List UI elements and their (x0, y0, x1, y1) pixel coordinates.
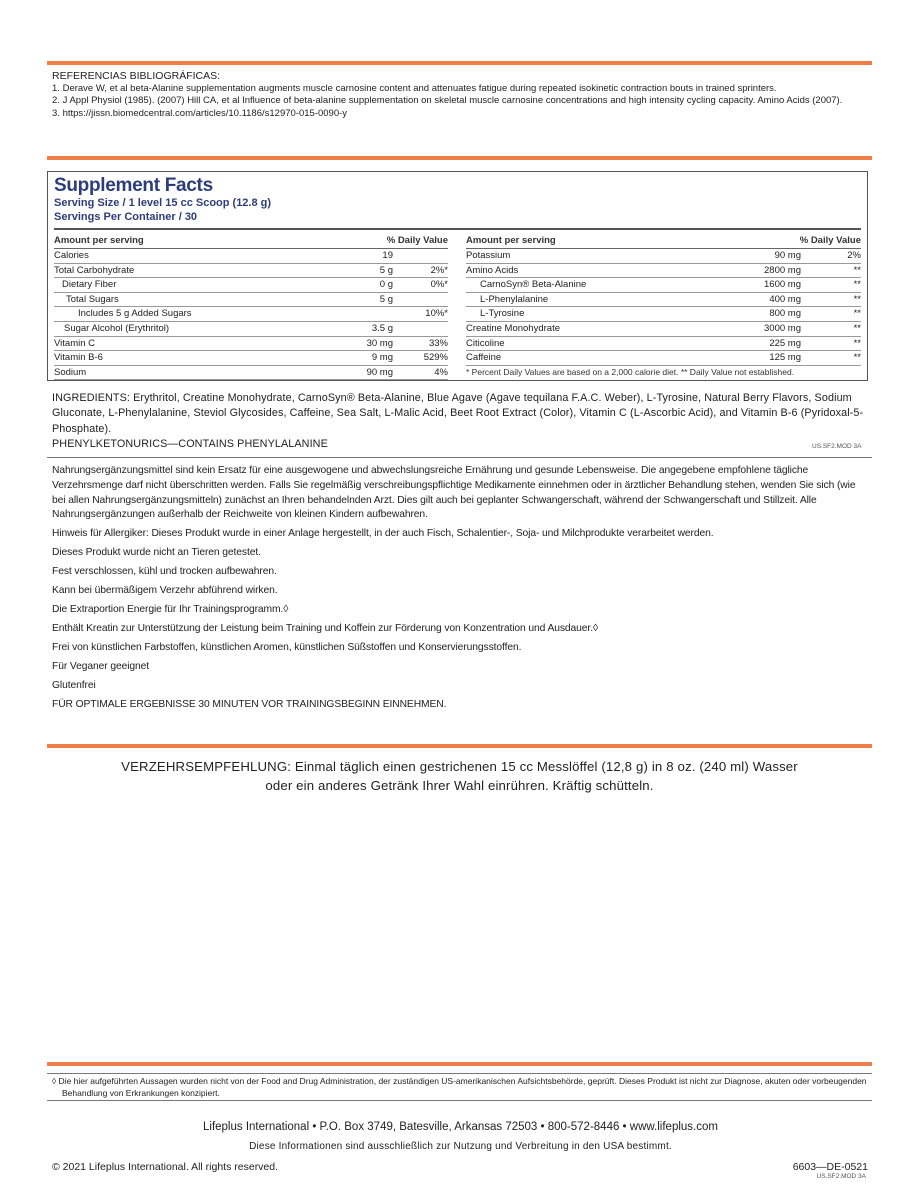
disclaimer-bottom-line (47, 1100, 872, 1101)
german-note: Enthält Kreatin zur Unterstützung der Leistung beim Training und Koffein zur Förderung von Konzentration und Ausdauer.◊ (52, 623, 598, 635)
facts-right-header (466, 235, 861, 249)
nutrient-daily-value: ** (853, 264, 861, 276)
facts-row (466, 249, 861, 264)
german-note: Die Extraportion Energie für Ihr Trainingsprogramm.◊ (52, 604, 289, 616)
serving-size: Serving Size / 1 level 15 cc Scoop (12.8 g) (54, 197, 272, 209)
supplement-facts-title: Supplement Facts (54, 175, 213, 196)
nutrient-amount: 800 mg (769, 308, 801, 320)
nutrient-daily-value: 2%* (430, 264, 448, 276)
nutrient-amount: 5 g (379, 293, 393, 305)
company-address: Lifeplus International • P.O. Box 3749, Batesville, Arkansas 72503 • 800-572-8446 • www.lifeplus.com (203, 1121, 718, 1133)
ingredients-text: INGREDIENTS: Erythritol, Creatine Monohydrate, CarnoSyn® Beta-Alanine, Blue Agave (Agave tequilana F.A.C. Weber), L-Tyrosine, Natural Berry Flavors, Sodium Gluconate, L-Phenylalanine, Steviol Glycosides, Caffeine, Sea Salt, L-Malic Acid, Beet Root Extract (Color), Vitamin C (L-Ascorbic Acid), and Vitamin B-6 (Pyridoxal-5-Phosphate). (52, 392, 864, 435)
divider-line (47, 457, 872, 458)
nutrient-daily-value: 2% (847, 250, 861, 261)
nutrient-daily-value: ** (853, 279, 861, 291)
nutrient-amount: 125 mg (769, 352, 801, 364)
german-note: Kann bei übermäßigem Verzehr abführend wirken. (52, 585, 278, 597)
facts-row (54, 322, 448, 337)
nutrient-name: Sugar Alcohol (Erythritol) (64, 322, 170, 334)
nutrient-name: Calories (54, 250, 89, 261)
bottom-orange-rule (47, 1062, 872, 1066)
references-section (52, 70, 867, 120)
verzehrsempfehlung (52, 758, 867, 795)
german-note: Frei von künstlichen Farbstoffen, künstlichen Aromen, künstlichen Süßstoffen und Konservierungsstoffen. (52, 642, 522, 654)
facts-row (54, 307, 448, 322)
facts-right-rows (466, 249, 861, 366)
nutrient-amount: 19 (382, 250, 393, 261)
nutrient-amount: 225 mg (769, 337, 801, 349)
nutrient-daily-value: 10%* (425, 308, 448, 320)
supplement-facts-panel (47, 171, 868, 381)
reference-item-3 (52, 108, 867, 121)
nutrient-daily-value: 33% (428, 337, 448, 349)
facts-row (54, 249, 448, 264)
nutrient-daily-value: ** (853, 293, 861, 305)
top-orange-rule (47, 61, 872, 65)
nutrient-daily-value: ** (853, 352, 861, 364)
german-note: Nahrungsergänzungsmittel sind kein Ersatz für eine ausgewogene und abwechslungsreiche Ernährung und gesunde Lebensweise. Die angegebene empfohlene tägliche Verzehrsmenge darf nicht überschritten werden. Falls Sie regelmäßig verschreibungspflichtige Medikamente einnehmen oder in ärztlicher Behandlung stehen, wenden Sie sich (wie bei allen Nahrungsergänzungsmitteln) zunächst an Ihren behandelnden Arzt. Dies gilt auch bei geplanter Schwangerschaft, während der Schwangerschaft und Stillzeit. Alle Nahrungsergänzungen außerhalb der Reichweite von kleinen Kindern aufbewahren. (52, 465, 856, 521)
nutrient-name: CarnoSyn® Beta-Alanine (480, 279, 587, 291)
daily-value-footnote (466, 366, 861, 380)
daily-value-header: % Daily Value (386, 235, 448, 246)
facts-left-column (54, 235, 448, 380)
nutrient-amount: 90 mg (774, 250, 801, 261)
nutrient-daily-value: ** (853, 322, 861, 334)
nutrient-amount: 1600 mg (764, 279, 801, 291)
facts-row (466, 351, 861, 366)
nutrient-name: Total Carbohydrate (54, 264, 135, 276)
serving-info (54, 197, 271, 224)
facts-row (466, 278, 861, 293)
german-note: Glutenfrei (52, 680, 96, 692)
german-notes (52, 464, 867, 717)
german-note: Für Veganer geeignet (52, 661, 150, 673)
facts-row (466, 307, 861, 322)
nutrient-name: L-Phenylalanine (480, 293, 549, 305)
nutrient-name: Vitamin C (54, 337, 96, 349)
nutrient-amount: 2800 mg (764, 264, 801, 276)
facts-row (466, 264, 861, 279)
nutrient-amount: 9 mg (371, 352, 393, 364)
facts-row (54, 366, 448, 381)
nutrient-name: Potassium (466, 250, 511, 261)
servings-per-container: Servings Per Container / 30 (54, 210, 198, 223)
copyright: © 2021 Lifeplus International. All rights reserved. (52, 1161, 279, 1173)
nutrient-name: Vitamin B-6 (54, 352, 103, 364)
phenylketonurics-warning: PHENYLKETONURICS—CONTAINS PHENYLALANINE (52, 437, 328, 450)
facts-left-rows (54, 249, 448, 380)
nutrient-amount: 30 mg (366, 337, 393, 349)
reference-item-1 (52, 83, 867, 96)
usage-notice: Diese Informationen sind ausschließlich zur Nutzung und Verbreitung in den USA bestimmt. (249, 1141, 672, 1152)
nutrient-daily-value: 0%* (430, 279, 448, 291)
nutrient-name: Sodium (54, 366, 87, 378)
nutrient-amount: 90 mg (366, 366, 393, 378)
amount-per-serving-header: Amount per serving (54, 235, 144, 246)
amount-per-serving-header: Amount per serving (466, 235, 556, 246)
german-note: Dieses Produkt wurde nicht an Tieren getestet. (52, 547, 261, 559)
nutrient-name: Citicoline (466, 337, 505, 349)
facts-right-column (466, 235, 861, 379)
reference-number: 3. (52, 107, 60, 119)
nutrient-daily-value: 4% (434, 366, 448, 378)
ingredients-code: US.SF2.MOD 3A (812, 443, 862, 450)
document-number: 6603—DE-0521 (792, 1161, 868, 1173)
nutrient-amount: 0 g (379, 279, 393, 291)
facts-row (54, 337, 448, 352)
nutrient-name: L-Tyrosine (480, 308, 525, 320)
facts-row (54, 278, 448, 293)
german-note: FÜR OPTIMALE ERGEBNISSE 30 MINUTEN VOR TRAININGSBEGINN EINNEHMEN. (52, 699, 447, 711)
reference-text: J Appl Physiol (1985). (2007) Hill CA, et al Influence of beta-alanine supplementation on skeletal muscle carnosine concentrations and high intensity cycling capacity. Amino Acids (2007). (62, 95, 843, 107)
nutrient-daily-value: 529% (423, 352, 448, 364)
mid-orange-rule (47, 744, 872, 748)
reference-text: Derave W, et al beta-Alanine supplementation augments muscle carnosine content and attenuates fatigue during repeated isokinetic contraction bouts in trained sprinters. (62, 82, 777, 94)
german-note: Hinweis für Allergiker: Dieses Produkt wurde in einer Anlage hergestellt, in der auch Fisch, Schalentier-, Soja- und Milchprodukte verarbeitet werden. (52, 528, 714, 540)
facts-row (54, 351, 448, 366)
footnote-text: * Percent Daily Values are based on a 2,000 calorie diet. ** Daily Value not established. (466, 366, 795, 377)
facts-row (466, 337, 861, 352)
reference-item-2 (52, 95, 867, 108)
nutrient-name: Caffeine (466, 352, 502, 364)
reference-number: 2. (52, 95, 60, 107)
reference-number: 1. (52, 82, 60, 94)
facts-top-orange-rule (47, 156, 872, 160)
nutrient-amount: 400 mg (769, 293, 801, 305)
german-note: Fest verschlossen, kühl und trocken aufbewahren. (52, 566, 277, 578)
footer-address-block (0, 1117, 921, 1157)
verzehr-line-1: VERZEHRSEMPFEHLUNG: Einmal täglich einen gestrichenen 15 cc Messlöffel (12,8 g) in 8 oz. (240 ml) Wasser (121, 759, 798, 774)
nutrient-name: Amino Acids (466, 264, 519, 276)
facts-row (466, 322, 861, 337)
facts-row (54, 293, 448, 308)
facts-left-header (54, 235, 448, 249)
fda-disclaimer: ◊ Die hier aufgeführten Aussagen wurden nicht von der Food and Drug Administration, der zuständigen US-amerikanischen Aufsichtsbehörde, geprüft. Dieses Produkt ist nicht zur Diagnose, akuten oder vorbeugenden Behandlung von Erkrankungen konzipiert. (52, 1076, 867, 1098)
facts-thick-rule (54, 228, 861, 230)
disclaimer-top-line (47, 1073, 872, 1074)
nutrient-name: Dietary Fiber (62, 279, 117, 291)
nutrient-amount: 3.5 g (371, 322, 393, 334)
verzehr-line-2: oder ein anderes Getränk Ihrer Wahl einrühren. Kräftig schütteln. (265, 777, 654, 793)
references-title: REFERENCIAS BIBLIOGRÁFICAS: (52, 70, 221, 82)
nutrient-name: Includes 5 g Added Sugars (78, 308, 192, 320)
facts-row (54, 264, 448, 279)
nutrient-daily-value: ** (853, 337, 861, 349)
reference-text: https://jissn.biomedcentral.com/articles/10.1186/s12970-015-0090-y (62, 107, 348, 119)
nutrient-amount: 3000 mg (764, 322, 801, 334)
nutrient-daily-value: ** (853, 308, 861, 320)
nutrient-name: Creatine Monohydrate (466, 322, 560, 334)
nutrient-name: Total Sugars (66, 293, 119, 305)
document-code: US.SF2.MOD 3A (816, 1173, 866, 1180)
facts-row (466, 293, 861, 308)
daily-value-header: % Daily Value (799, 235, 861, 246)
nutrient-amount: 5 g (379, 264, 393, 276)
ingredients-section (52, 391, 867, 452)
